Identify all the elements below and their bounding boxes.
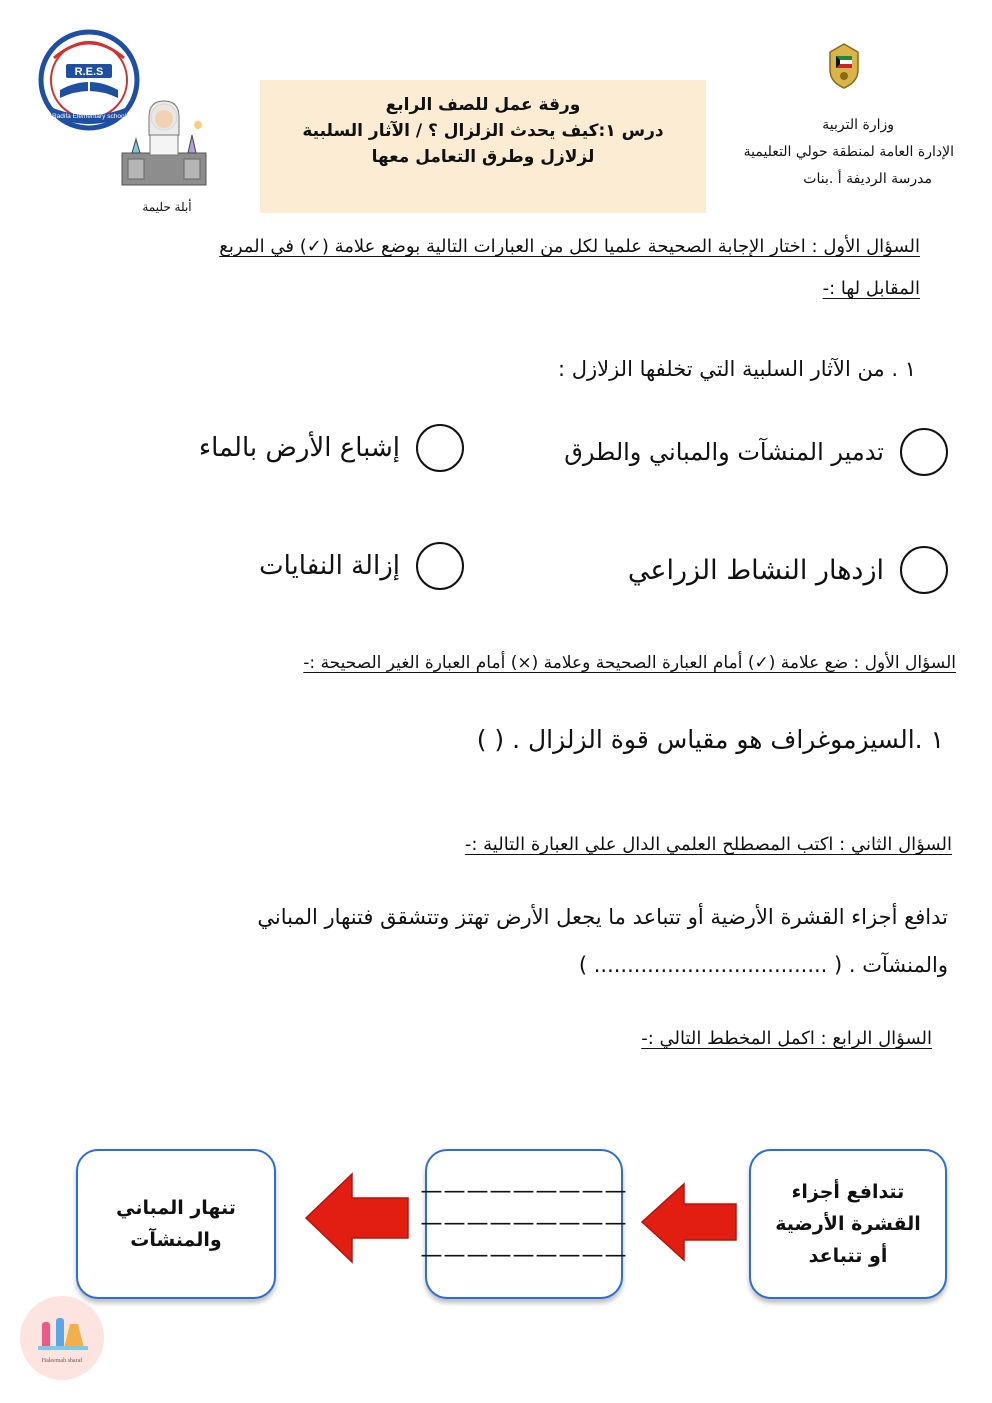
question2-line2[interactable]: والمنشآت . ( ................................... ) — [578, 953, 948, 977]
flow-box-text: تنهار المباني والمنشآت — [116, 1197, 236, 1251]
option-label: إشباع الأرض بالماء — [198, 433, 400, 463]
teacher-lab-illustration — [118, 95, 210, 187]
watermark-text: Haleemah sharaf — [41, 1358, 83, 1364]
blank-line: ————————— — [420, 1179, 628, 1204]
question1b-heading: السؤال الأول : ضع علامة (✓) أمام العبارة الصحيحة وعلامة (×) أمام العبارة الغير الصحيحة :- — [303, 653, 956, 673]
option-label: تدمير المنشآت والمباني والطرق — [564, 438, 884, 466]
ministry-line: الإدارة العامة لمنطقة حولي التعليمية — [743, 144, 954, 160]
answer-blank[interactable] — [421, 1176, 628, 1272]
ministry-block — [714, 112, 954, 193]
question1-item: ١ . من الآثار السلبية التي تخلفها الزلازل : — [557, 357, 916, 381]
title-line: درس ١:كيف يحدث الزلزال ؟ / الآثار السلبية — [302, 121, 664, 141]
question4-heading: السؤال الرابع : اكمل المخطط التالي :- — [641, 1028, 932, 1049]
arrow-left-icon — [638, 1180, 738, 1264]
option-label: ازدهار النشاط الزراعي — [627, 554, 884, 586]
haleemah-watermark-logo — [18, 1294, 106, 1382]
svg-text:R.E.S: R.E.S — [74, 66, 104, 78]
option-row[interactable] — [628, 546, 948, 594]
question1-heading-line1: السؤال الأول : اختار الإجابة الصحيحة علميا لكل من العبارات التالية بوضع علامة (✓) في المربع — [219, 236, 920, 257]
option-radio[interactable] — [900, 546, 948, 594]
flow-box-blank[interactable] — [420, 1149, 628, 1299]
blank-line: ————————— — [420, 1243, 628, 1268]
arrow-left-icon — [302, 1170, 410, 1266]
option-radio[interactable] — [900, 428, 948, 476]
option-row[interactable] — [199, 424, 464, 472]
kuwait-emblem-icon — [824, 42, 864, 90]
option-row[interactable] — [564, 428, 948, 476]
option-radio[interactable] — [416, 542, 464, 590]
flow-box-effect — [76, 1149, 276, 1299]
flow-box-text: تتدافع أجزاء القشرة الأرضية أو تتباعد — [775, 1181, 921, 1267]
teacher-name: أبلة حليمة — [142, 200, 192, 214]
question1-heading-line2: المقابل لها :- — [822, 278, 920, 299]
title-line: لزلازل وطرق التعامل معها — [371, 147, 595, 167]
flow-box-cause — [749, 1149, 947, 1299]
question2-heading: السؤال الثاني : اكتب المصطلح العلمي الدال علي العبارة التالية :- — [464, 834, 952, 855]
title-line: ورقة عمل للصف الرابع — [385, 95, 581, 115]
option-row[interactable] — [259, 542, 464, 590]
blank-line: ————————— — [420, 1211, 628, 1236]
option-label: إزالة النفايات — [259, 551, 400, 581]
worksheet-title-box — [260, 80, 706, 213]
ministry-line: وزارة التربية — [822, 117, 894, 133]
question1b-item[interactable]: ١ .السيزموغراف هو مقياس قوة الزلزال . ( ) — [476, 725, 944, 754]
option-radio[interactable] — [416, 424, 464, 472]
question2-line1: تدافع أجزاء القشرة الأرضية أو تتباعد ما يجعل الأرض تهتز وتتشقق فتنهار المباني — [257, 905, 948, 929]
question1-heading — [80, 228, 920, 308]
svg-text:Radifa Elementary school: Radifa Elementary school — [51, 113, 127, 120]
ministry-line: مدرسة الرديفة أ .بنات — [803, 171, 932, 187]
